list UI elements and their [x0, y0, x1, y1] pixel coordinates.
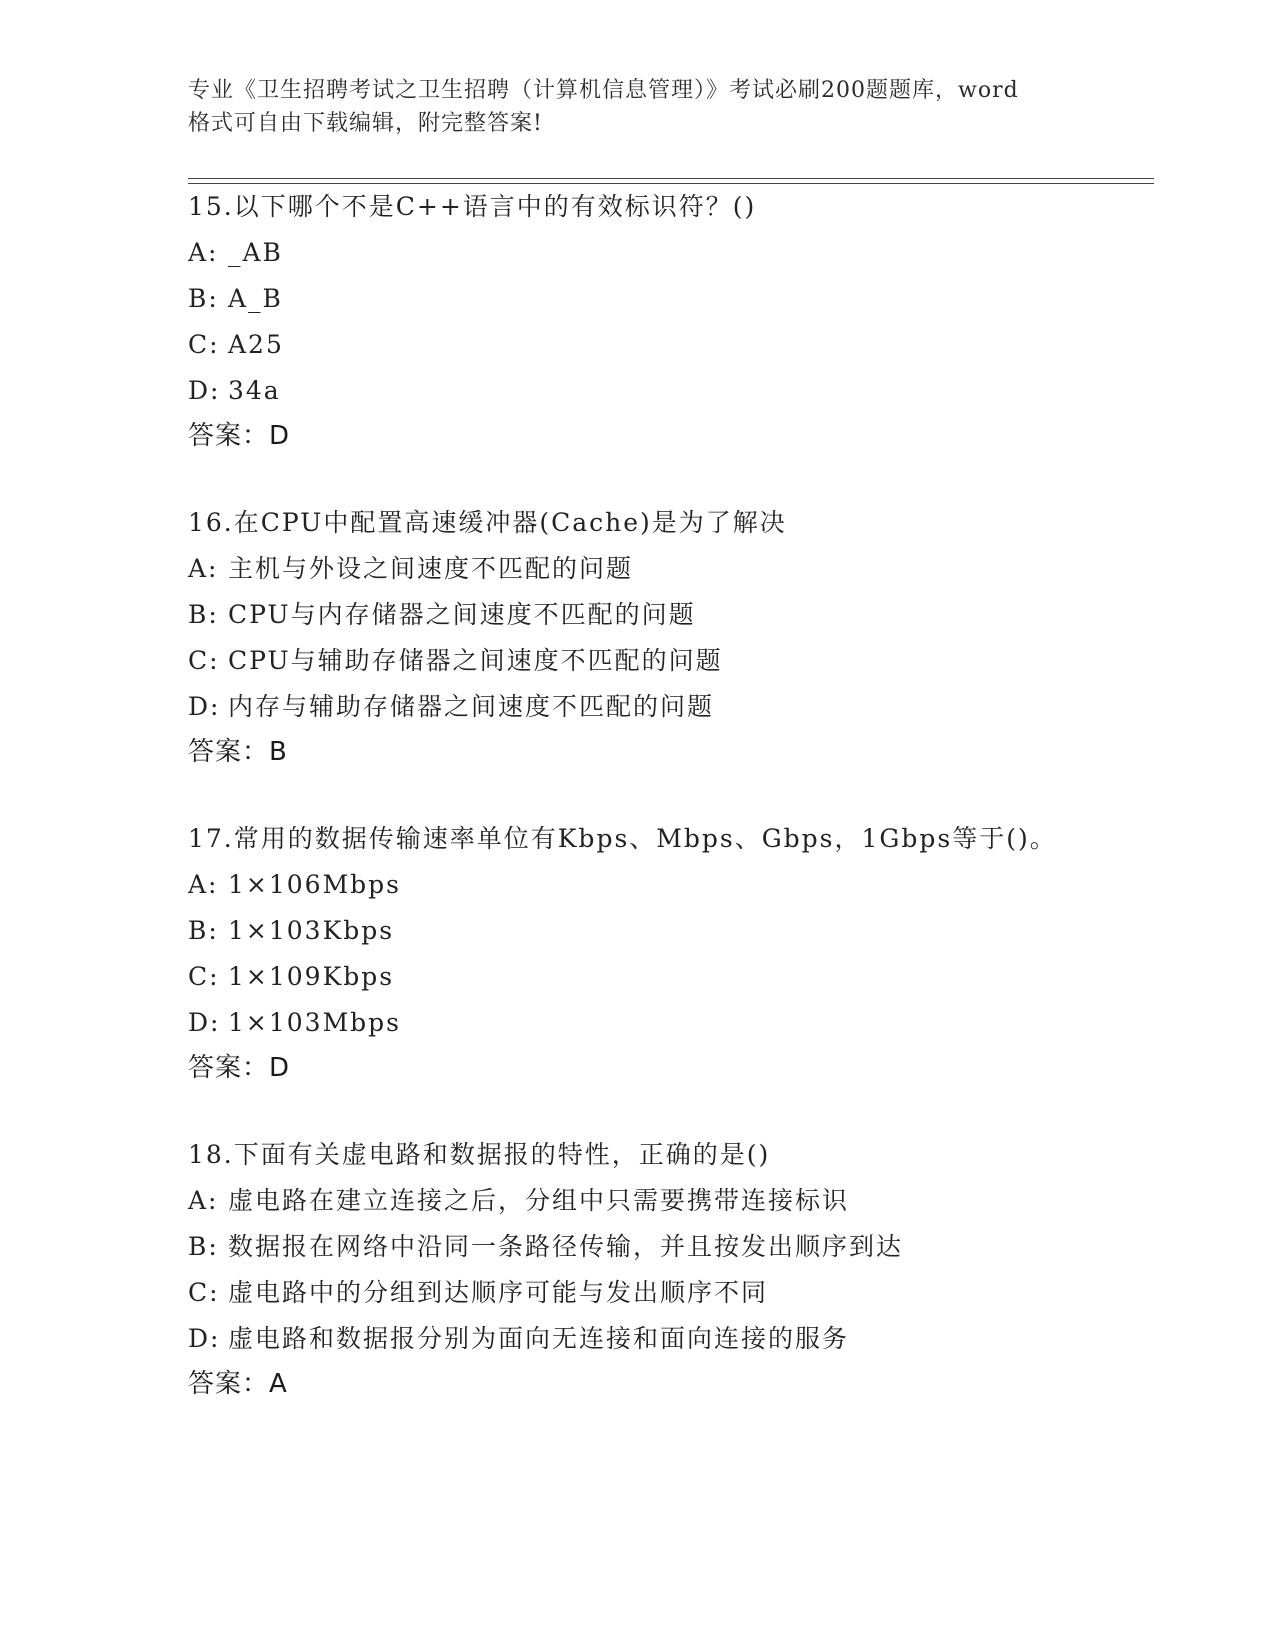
answer: 答案：A [188, 1369, 288, 1399]
option-text: 数据报在网络中沿同一条路径传输，并且按发出顺序到达 [228, 1232, 904, 1261]
option-text: 主机与外设之间速度不匹配的问题 [228, 554, 634, 583]
option-letter: D: [188, 692, 221, 721]
option-letter: B: [188, 600, 219, 629]
option-letter: B: [188, 916, 219, 945]
option-letter: B: [188, 1232, 219, 1261]
option-a [188, 1178, 1148, 1224]
question-title: 17.常用的数据传输速率单位有Kbps、Mbps、Gbps，1Gbps等于()。 [188, 824, 1057, 853]
option-text: 虚电路和数据报分别为面向无连接和面向连接的服务 [228, 1324, 850, 1353]
option-letter: A: [188, 238, 219, 267]
option-b [188, 1224, 1148, 1270]
option-letter: D: [188, 376, 221, 405]
option-text: 1×103Mbps [228, 1008, 402, 1037]
option-letter: B: [188, 284, 219, 313]
option-d [188, 1000, 1148, 1046]
question-16 [188, 500, 1148, 774]
option-letter: A: [188, 554, 219, 583]
option-c [188, 1270, 1148, 1316]
option-c [188, 638, 1148, 684]
option-text: 1×103Kbps [228, 916, 395, 945]
answer: 答案：D [188, 1053, 291, 1083]
option-text: 虚电路在建立连接之后，分组中只需要携带连接标识 [228, 1186, 850, 1215]
option-d [188, 1316, 1148, 1362]
option-text: 1×109Kbps [228, 962, 395, 991]
question-17 [188, 816, 1148, 1090]
option-letter: D: [188, 1008, 221, 1037]
option-d [188, 684, 1148, 730]
option-text: _AB [228, 238, 283, 267]
option-letter: D: [188, 1324, 221, 1353]
header-line-1: 专业《卫生招聘考试之卫生招聘（计算机信息管理）》考试必刷200题题库，word [188, 78, 1019, 103]
option-a [188, 230, 1148, 276]
document-header [188, 74, 1128, 140]
option-letter: C: [188, 1278, 220, 1307]
option-text: 34a [228, 376, 281, 405]
answer: 答案：B [188, 737, 288, 767]
option-b [188, 276, 1148, 322]
option-c [188, 954, 1148, 1000]
question-title: 15.以下哪个不是C++语言中的有效标识符？() [188, 192, 757, 221]
header-line-2: 格式可自由下载编辑，附完整答案! [188, 111, 543, 136]
question-18 [188, 1132, 1148, 1406]
option-text: 1×106Mbps [228, 870, 402, 899]
option-text: 内存与辅助存储器之间速度不匹配的问题 [228, 692, 715, 721]
option-b [188, 908, 1148, 954]
option-letter: A: [188, 1186, 219, 1215]
answer: 答案：D [188, 421, 291, 451]
option-text: A_B [228, 284, 283, 313]
option-a [188, 862, 1148, 908]
option-letter: A: [188, 870, 219, 899]
question-title: 16.在CPU中配置高速缓冲器(Cache)是为了解决 [188, 508, 787, 537]
option-b [188, 592, 1148, 638]
option-text: CPU与辅助存储器之间速度不匹配的问题 [228, 646, 723, 675]
option-letter: C: [188, 962, 220, 991]
question-15 [188, 184, 1148, 458]
option-d [188, 368, 1148, 414]
header-divider-top [188, 178, 1154, 179]
option-c [188, 322, 1148, 368]
option-text: CPU与内存储器之间速度不匹配的问题 [228, 600, 696, 629]
option-a [188, 546, 1148, 592]
option-letter: C: [188, 330, 220, 359]
option-letter: C: [188, 646, 220, 675]
question-title: 18.下面有关虚电路和数据报的特性，正确的是() [188, 1140, 771, 1169]
option-text: A25 [228, 330, 284, 359]
option-text: 虚电路中的分组到达顺序可能与发出顺序不同 [228, 1278, 769, 1307]
